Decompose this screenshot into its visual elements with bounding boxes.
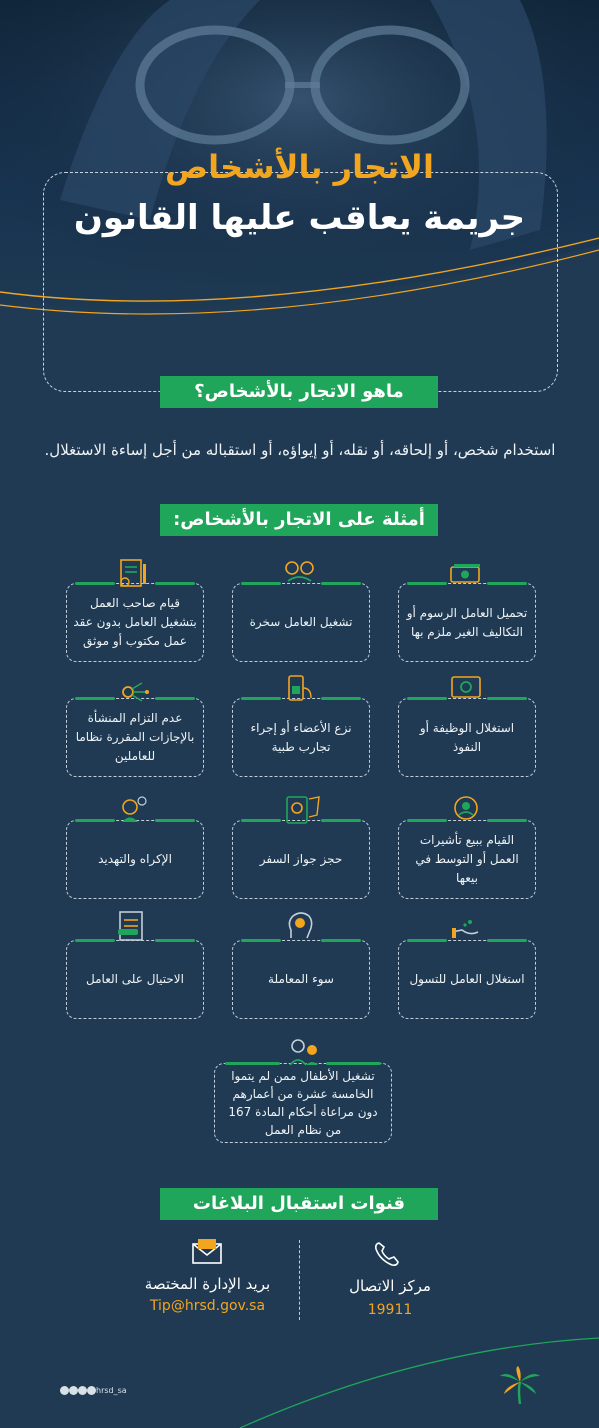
youtube-icon[interactable]	[69, 1386, 78, 1395]
example-card-text: استغلال الوظيفة أو النفوذ	[419, 720, 515, 754]
example-card	[232, 698, 370, 777]
call-center-number[interactable]: 19911	[367, 1302, 413, 1318]
definition-text: استخدام شخص، أو إلحاقه، أو نقله، أو إيواؤه، أو استقباله من أجل إساءة الاستغلال.	[44, 441, 556, 459]
example-card	[232, 583, 370, 662]
hero-title-line1: الاتجار بالأشخاص	[165, 148, 434, 186]
example-card-text: استغلال العامل للتسول	[409, 972, 525, 986]
example-card-text: سوء المعاملة	[268, 972, 334, 986]
medical-icon	[289, 676, 311, 700]
people-icon	[286, 562, 313, 581]
example-card	[66, 583, 204, 662]
example-card-text: نزع الأعضاء أو إجراء تجارب طبية	[250, 720, 352, 754]
example-card	[398, 820, 536, 899]
channels-heading: قنوات استقبال البلاغات	[160, 1188, 438, 1220]
examples-heading: أمثلة على الاتجار بالأشخاص:	[160, 504, 438, 536]
social-handle: hrsd_sa	[96, 1386, 127, 1395]
email-address[interactable]: Tip@hrsd.gov.sa	[149, 1298, 266, 1314]
example-card	[232, 940, 370, 1019]
example-card	[398, 698, 536, 777]
twitter-icon[interactable]	[60, 1386, 69, 1395]
channels-divider	[299, 1240, 300, 1320]
example-card-wide	[214, 1063, 392, 1143]
example-card-text: تحميل العامل الرسوم أو التكاليف الغير ملزم بها	[406, 605, 528, 639]
children-icon	[290, 1040, 318, 1065]
money-icon	[451, 564, 480, 582]
ministry-logo	[498, 1366, 542, 1406]
call-center-label: مركز الاتصال	[349, 1277, 431, 1295]
fraud-icon	[118, 912, 142, 940]
example-card	[232, 820, 370, 899]
example-card-text: حجز جواز السفر	[259, 852, 343, 866]
cash-icon	[452, 677, 480, 697]
head-icon	[289, 913, 311, 938]
facebook-icon[interactable]	[78, 1386, 87, 1395]
hero-title-line2: جريمة يعاقب عليها القانون	[73, 198, 526, 238]
example-card-text: القيام ببيع تأشيرات العمل أو التوسط في بيعها	[415, 833, 519, 885]
threat-icon	[122, 797, 146, 822]
example-card	[398, 583, 536, 662]
instagram-icon[interactable]	[87, 1386, 96, 1395]
definition-heading: ماهو الاتجار بالأشخاص؟	[160, 376, 438, 408]
example-card-text: تشغيل العامل سخرة	[249, 615, 353, 629]
begging-icon	[452, 920, 478, 938]
example-card	[398, 940, 536, 1019]
example-card-text: تشغيل الأطفال ممن لم يتموا الخامسة عشرة من أعمارهم دون مراعاة أحكام المادة 167 من نظام العمل	[228, 1069, 378, 1137]
example-card-text: الإكراه والتهديد	[98, 852, 172, 866]
email-label: بريد الإدارة المختصة	[144, 1275, 271, 1293]
mail-icon	[192, 1238, 222, 1264]
example-card-text: قيام صاحب العمل بتشغيل العامل بدون عقد عمل مكتوب أو موثق	[73, 596, 197, 648]
example-card-text: عدم التزام المنشأة بالإجازات المقررة نظاما للعاملين	[75, 711, 195, 763]
example-card	[66, 940, 204, 1019]
example-card	[66, 698, 204, 777]
phone-icon	[373, 1240, 401, 1268]
example-card-text: الاحتيال على العامل	[86, 972, 184, 986]
example-card	[66, 820, 204, 899]
visa-icon	[455, 797, 477, 819]
